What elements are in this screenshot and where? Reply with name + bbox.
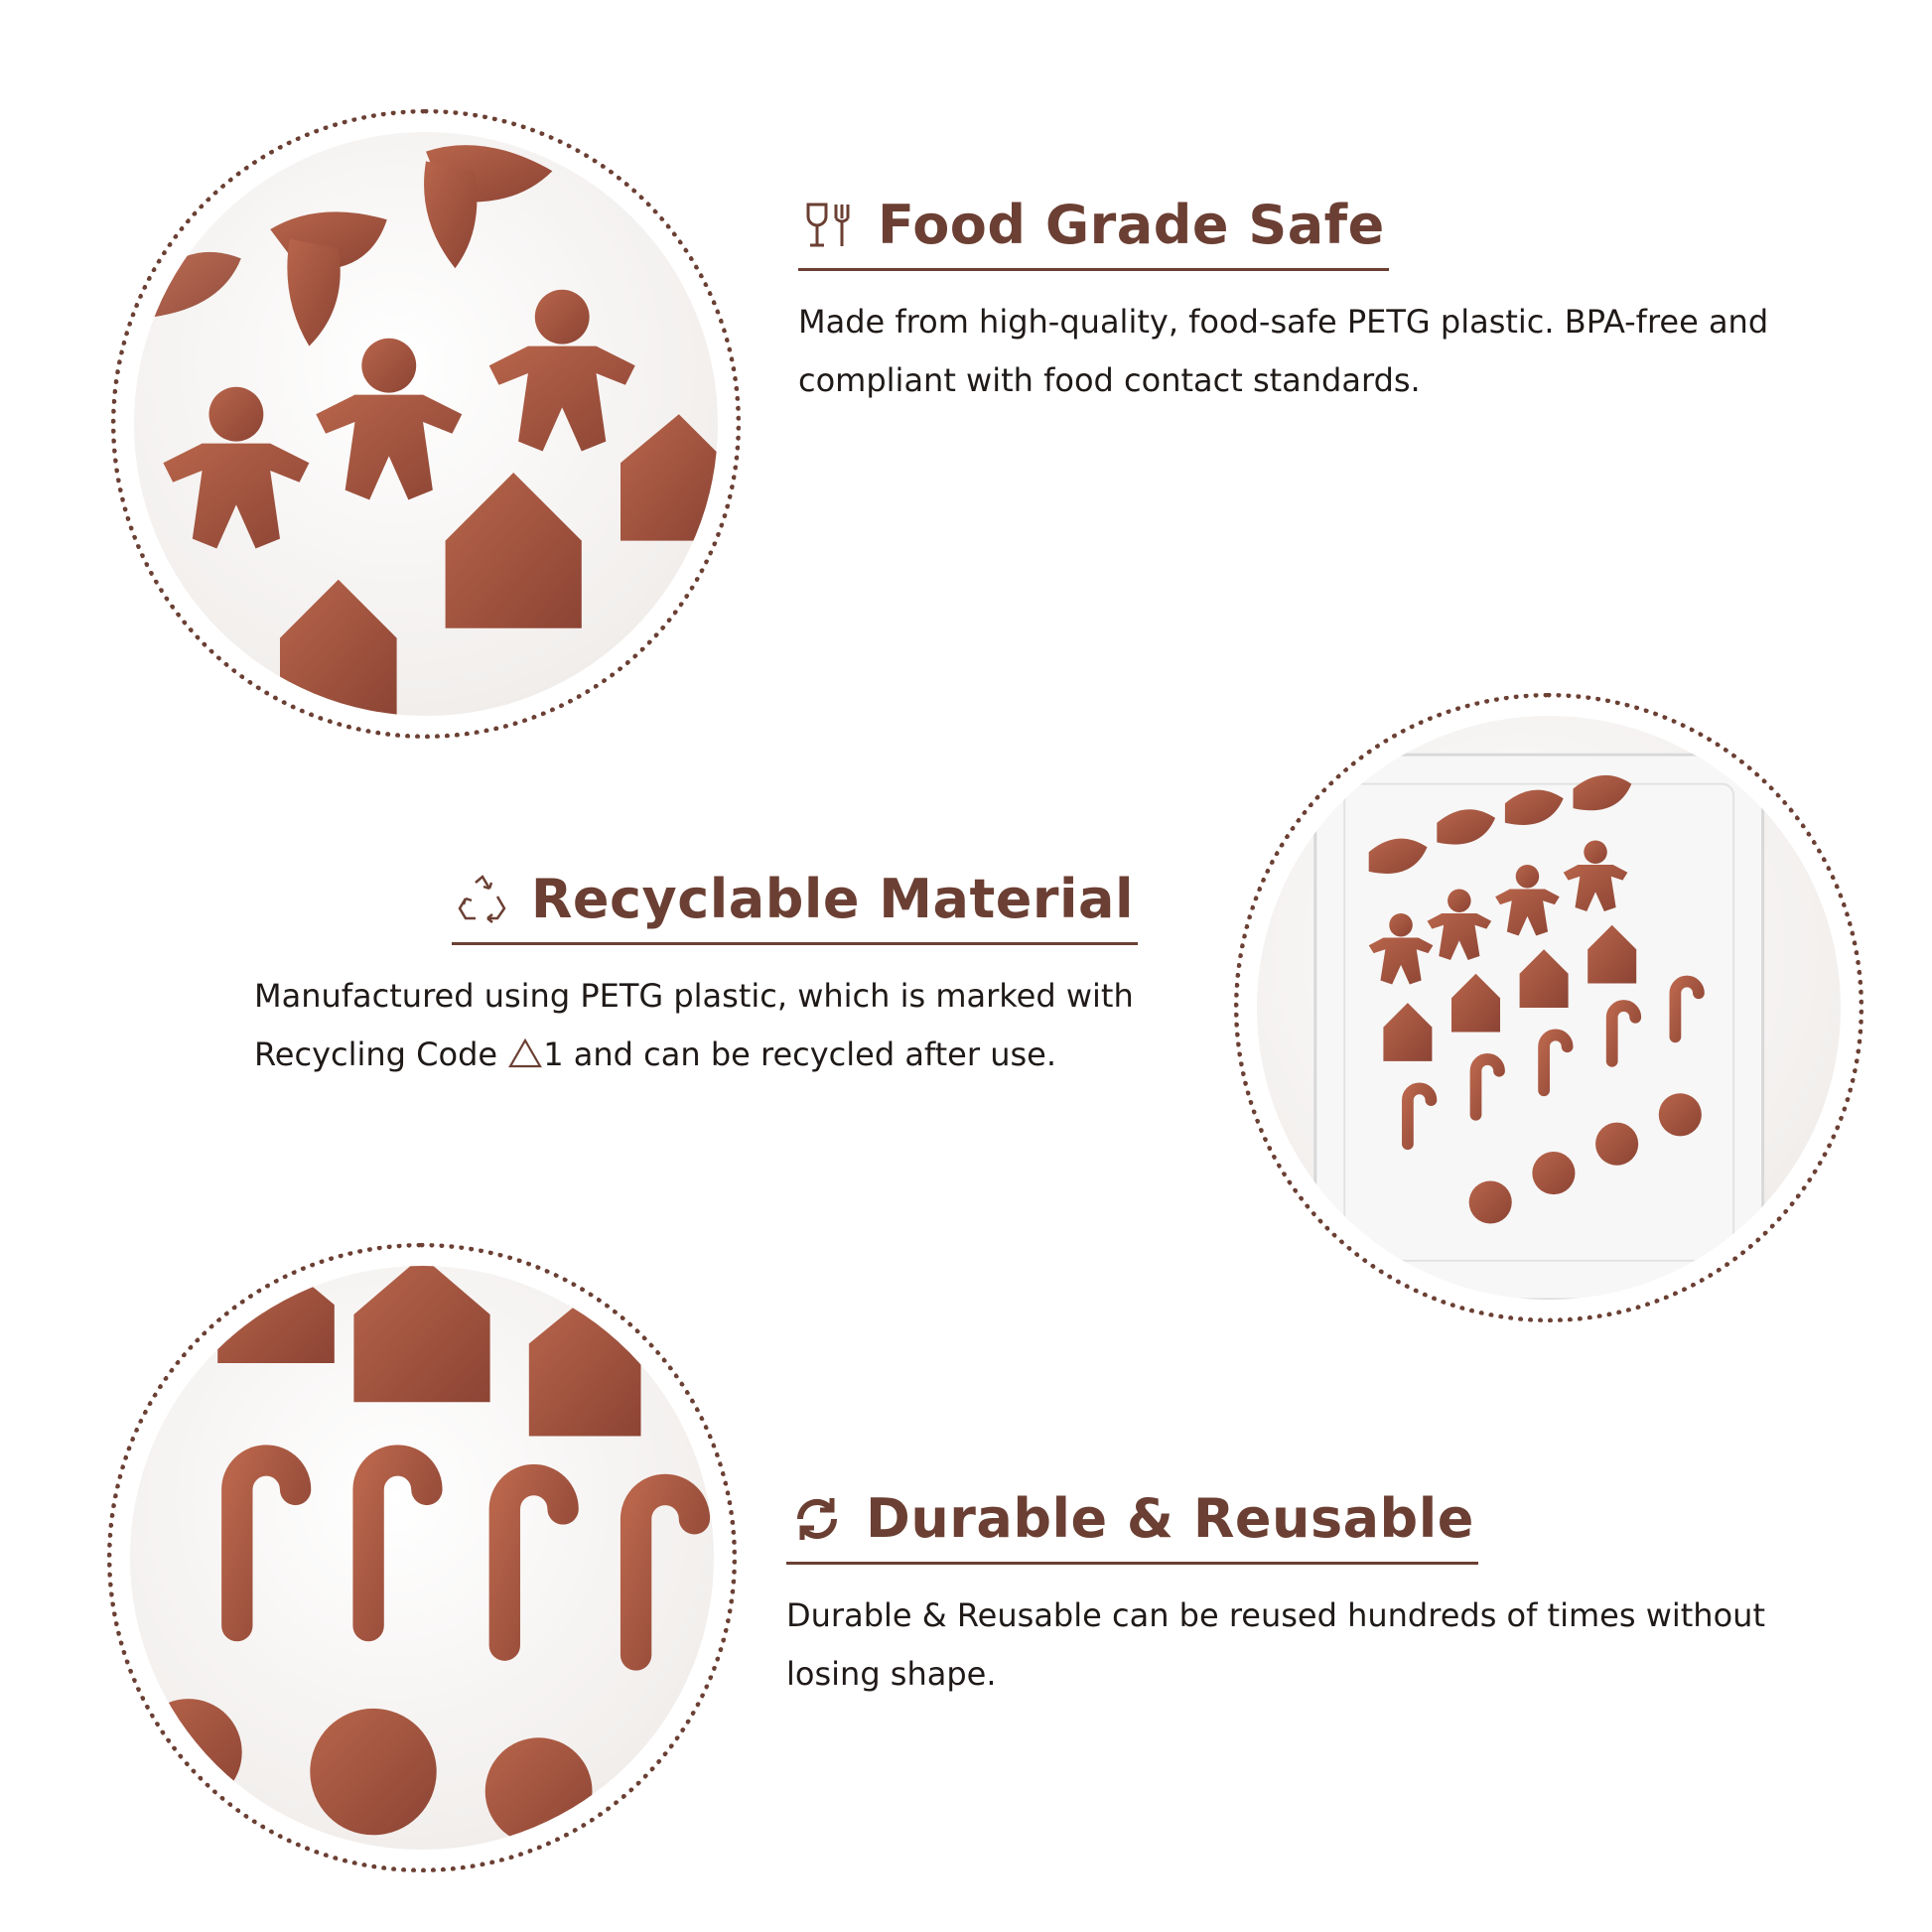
photo-gingerbread-molds	[134, 132, 718, 716]
feature-title-text: Recyclable Material	[530, 868, 1134, 930]
feature-title-food-grade	[798, 194, 1389, 271]
feature-title-text: Food Grade Safe	[878, 194, 1385, 256]
feature-title-durable	[786, 1487, 1478, 1565]
feature-description	[254, 967, 1148, 1084]
feature-title-recyclable	[452, 868, 1138, 945]
feature-description: Durable & Reusable can be reused hundreds of times without losing shape.	[786, 1596, 1765, 1693]
photo-circle-candycanes	[107, 1243, 737, 1872]
feature-description: Made from high-quality, food-safe PETG plastic. BPA-free and compliant with food contact standards.	[798, 303, 1769, 399]
feature-food-grade	[798, 194, 1851, 410]
photo-candycane-molds	[130, 1266, 714, 1850]
photo-circle-gingerbread	[111, 109, 741, 739]
recycle-code-icon	[507, 1037, 543, 1069]
feature-title-text: Durable & Reusable	[866, 1487, 1474, 1550]
refresh-icon	[790, 1492, 844, 1546]
glass-fork-icon	[802, 199, 856, 252]
feature-durable	[786, 1487, 1849, 1704]
feature-recyclable	[254, 868, 1148, 1084]
photo-circle-tray	[1234, 693, 1863, 1322]
description-text-before: Manufactured using PETG plastic, which is marked with Recycling Code	[254, 977, 1134, 1073]
recycle-icon	[456, 873, 509, 926]
photo-full-tray	[1257, 716, 1841, 1300]
description-text-after: 1 and can be recycled after use.	[543, 1035, 1056, 1073]
